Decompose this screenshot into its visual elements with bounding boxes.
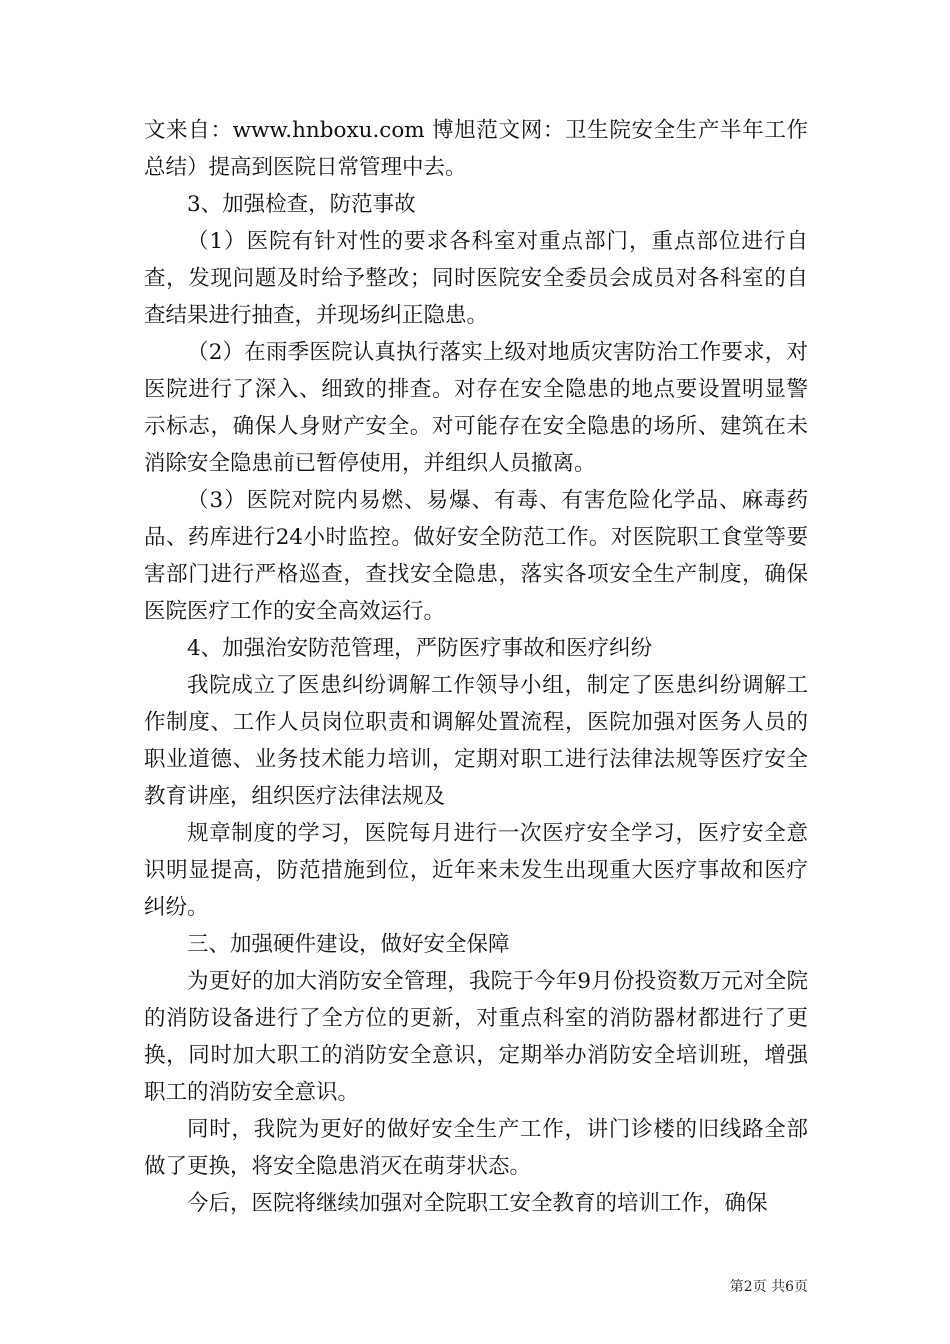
paragraph-item-2: （2）在雨季医院认真执行落实上级对地质灾害防治工作要求，对医院进行了深入、细致的排查。对存在安全隐患的地点要设置明显警示标志，确保人身财产安全。对可能存在安全隐患的场所、建筑在未消除安全隐患前已暂停使用，并组织人员撤离。: [144, 340, 808, 476]
paragraph-future: 今后，医院将继续加强对全院职工安全教育的培训工作，确保: [187, 1191, 768, 1216]
page-number: 第2页 共6页: [729, 1279, 808, 1295]
heading-hardware: 三、加强硬件建设，做好安全保障: [187, 932, 510, 957]
paragraph-item-1: （1）医院有针对性的要求各科室对重点部门，重点部位进行自查，发现问题及时给予整改；同时医院安全委员会成员对各科室的自查结果进行抽查，并现场纠正隐患。: [144, 229, 808, 328]
heading-security-management: 4、加强治安防范管理，严防医疗事故和医疗纠纷: [187, 636, 653, 661]
heading-check-prevent: 3、加强检查，防范事故: [187, 192, 416, 217]
document-body: [144, 112, 808, 1222]
paragraph-fire-safety: 为更好的加大消防安全管理，我院于今年9月份投资数万元对全院的消防设备进行了全方位的更新，对重点科室的消防器材都进行了更换，同时加大职工的消防安全意识，定期举办消防安全培训班，增强职工的消防安全意识。: [144, 969, 808, 1105]
paragraph-wiring: 同时，我院为更好的做好安全生产工作，讲门诊楼的旧线路全部做了更换，将安全隐患消灭在萌芽状态。: [144, 1117, 808, 1179]
paragraph-dispute-team: 我院成立了医患纠纷调解工作领导小组，制定了医患纠纷调解工作制度、工作人员岗位职责和调解处置流程，医院加强对医务人员的职业道德、业务技术能力培训，定期对职工进行法律法规等医疗安全教育讲座，组织医疗法律法规及: [144, 673, 808, 809]
paragraph-regulations-study: 规章制度的学习，医院每月进行一次医疗安全学习，医疗安全意识明显提高，防范措施到位，近年来未发生出现重大医疗事故和医疗纠纷。: [144, 821, 808, 920]
paragraph-item-3: （3）医院对院内易燃、易爆、有毒、有害危险化学品、麻毒药品、药库进行24小时监控。做好安全防范工作。对医院职工食堂等要害部门进行严格巡查，查找安全隐患，落实各项安全生产制度，确保医院医疗工作的安全高效运行。: [144, 488, 808, 624]
paragraph-1: 文来自：www.hnboxu.com 博旭范文网：卫生院安全生产半年工作总结）提高到医院日常管理中去。: [144, 118, 808, 180]
